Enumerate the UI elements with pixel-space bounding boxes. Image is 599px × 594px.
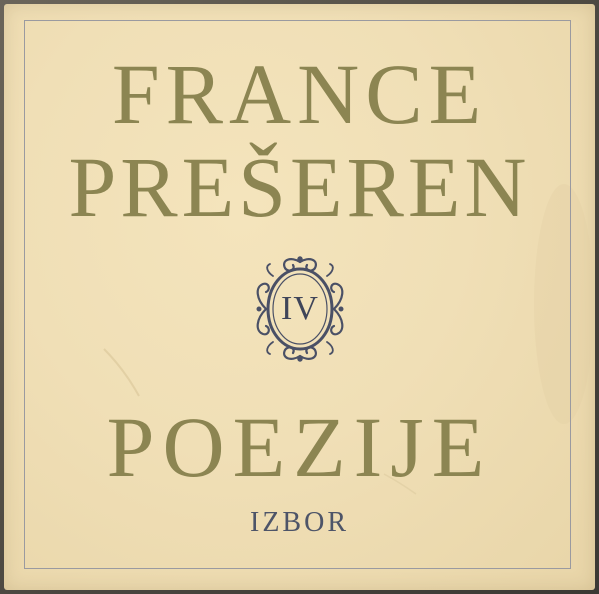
author-last-name: PREŠEREN — [68, 139, 531, 235]
volume-number: IV — [281, 290, 319, 327]
author-first-name: FRANCE — [111, 46, 488, 142]
subtitle: IZBOR — [250, 507, 349, 538]
book-title: POEZIJE — [106, 399, 493, 495]
